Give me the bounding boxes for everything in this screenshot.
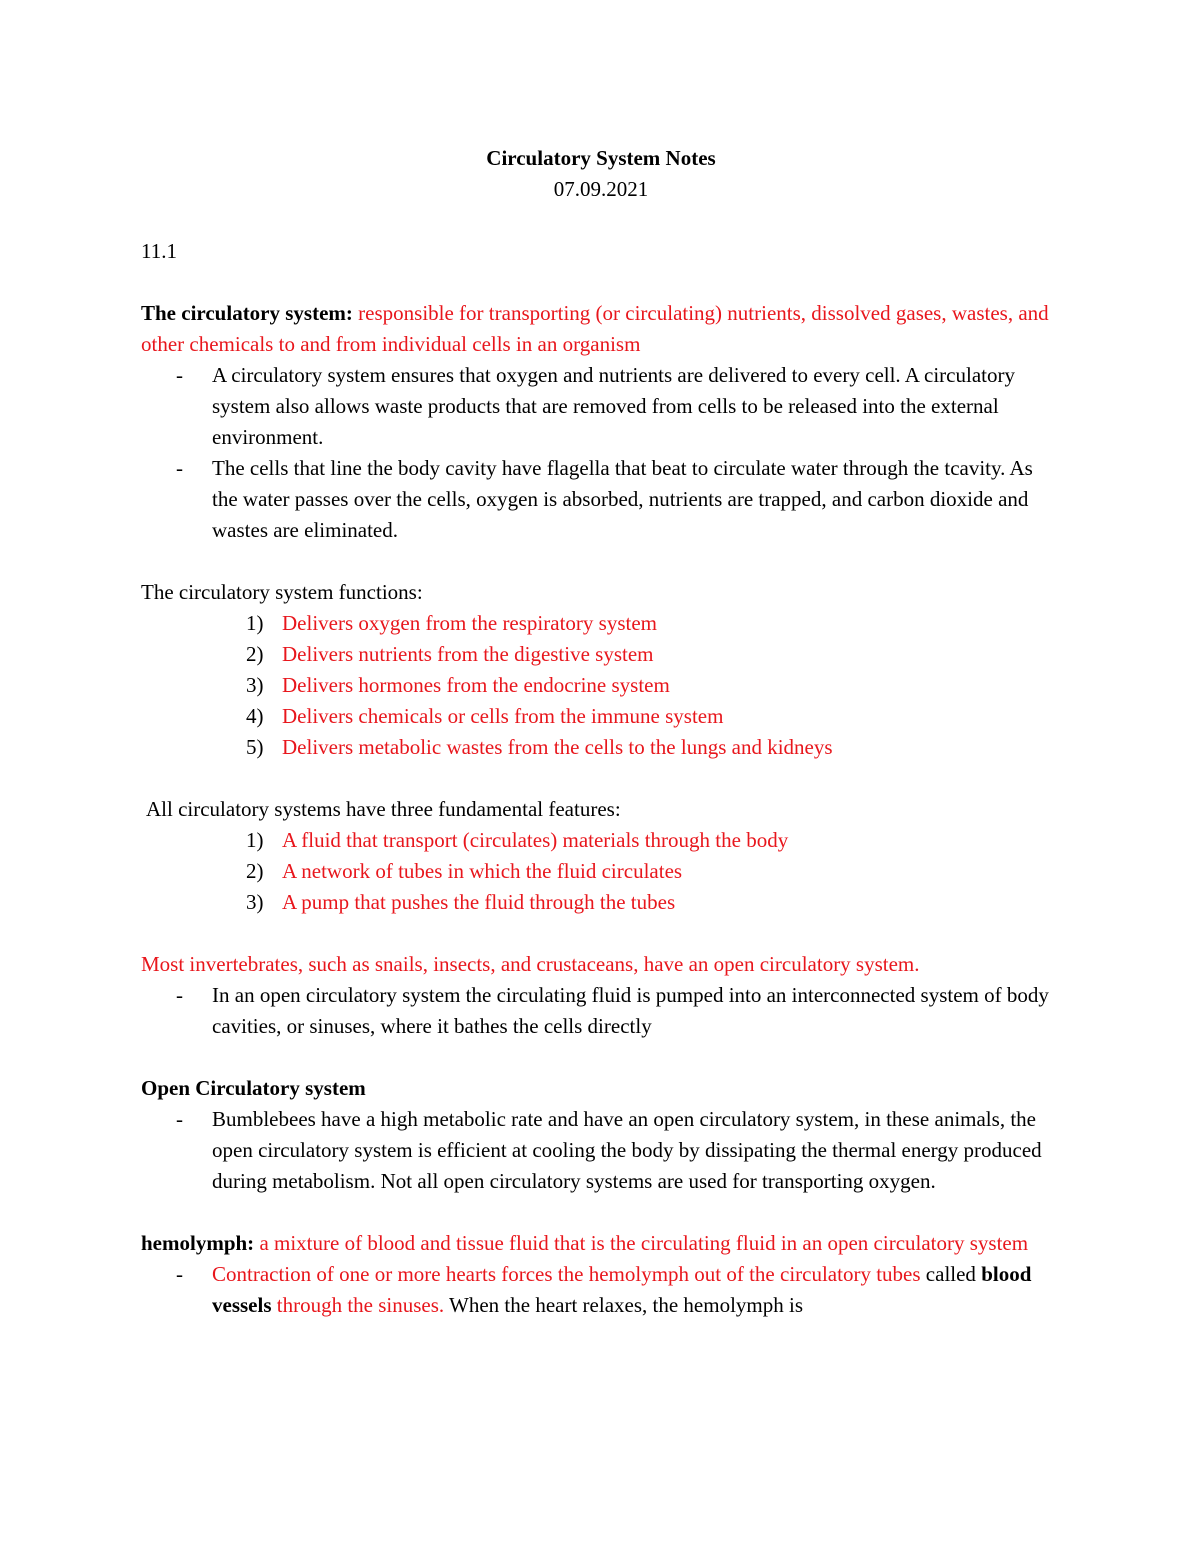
features-heading: All circulatory systems have three fundamental features: <box>146 797 621 821</box>
list-text: A pump that pushes the fluid through the tubes <box>282 890 676 914</box>
list-item <box>141 1104 1061 1197</box>
functions-list <box>141 608 1061 763</box>
section-number: 11.1 <box>141 239 177 263</box>
bullet-text: Bumblebees have a high metabolic rate and have an open circulatory system, in these animals, the open circulatory system is efficient at cooling the body by dissipating the thermal energy produced during metabolism. Not all open circulatory systems are used for transporting oxygen. <box>212 1107 1042 1193</box>
list-item <box>141 980 1061 1042</box>
circulatory-system-definition <box>141 298 1061 360</box>
list-item <box>141 670 1061 701</box>
bullet-text-part1: Contraction of one or more hearts forces the hemolymph out of the circulatory tubes <box>212 1262 921 1286</box>
list-number: 1) <box>246 828 264 852</box>
list-number: 3) <box>246 673 264 697</box>
list-item <box>141 732 1061 763</box>
bullet-text-part3: through the sinuses. <box>276 1293 445 1317</box>
dash-marker: - <box>176 1262 183 1286</box>
list-item <box>141 856 1061 887</box>
list-number: 4) <box>246 704 264 728</box>
dash-marker: - <box>176 456 183 480</box>
list-text: A fluid that transport (circulates) materials through the body <box>282 828 789 852</box>
definition-term: The circulatory system: <box>141 301 353 325</box>
list-item <box>141 360 1061 453</box>
bullet-text: The cells that line the body cavity have flagella that beat to circulate water through the tcavity. As the water passes over the cells, oxygen is absorbed, nutrients are trapped, and carbon dioxide and wastes are eliminated. <box>212 456 1033 542</box>
list-item <box>141 825 1061 856</box>
list-number: 1) <box>246 611 264 635</box>
list-number: 5) <box>246 735 264 759</box>
definition-bullets <box>141 360 1061 546</box>
list-item <box>141 1259 1061 1321</box>
document-page <box>141 143 1061 1321</box>
document-date: 07.09.2021 <box>553 177 649 201</box>
definition-text: a mixture of blood and tissue fluid that is the circulating fluid in an open circulatory system <box>259 1231 1029 1255</box>
list-item <box>141 608 1061 639</box>
dash-marker: - <box>176 1107 183 1131</box>
list-item <box>141 701 1061 732</box>
dash-marker: - <box>176 983 183 1007</box>
dash-marker: - <box>176 363 183 387</box>
open-system-heading: Open Circulatory system <box>141 1076 366 1100</box>
list-text: Delivers chemicals or cells from the immune system <box>282 704 724 728</box>
definition-term: hemolymph: <box>141 1231 255 1255</box>
list-item <box>141 639 1061 670</box>
document-title: Circulatory System Notes <box>486 146 716 170</box>
list-item <box>141 887 1061 918</box>
list-number: 2) <box>246 642 264 666</box>
blood-vessels-term: blood vessels <box>212 1262 1032 1317</box>
invertebrates-statement: Most invertebrates, such as snails, insects, and crustaceans, have an open circulatory system. <box>141 952 920 976</box>
list-text: Delivers oxygen from the respiratory system <box>282 611 657 635</box>
open-system-bullets <box>141 1104 1061 1197</box>
bullet-text: A circulatory system ensures that oxygen and nutrients are delivered to every cell. A circulatory system also allows waste products that are removed from cells to be released into the external environment. <box>212 363 1015 449</box>
bullet-text-part4: When the heart relaxes, the hemolymph is <box>449 1293 803 1317</box>
definition-text: responsible for transporting (or circulating) nutrients, dissolved gases, wastes, and other chemicals to and from individual cells in an organism <box>141 301 1049 356</box>
features-list <box>141 825 1061 918</box>
list-text: Delivers metabolic wastes from the cells to the lungs and kidneys <box>282 735 833 759</box>
list-text: A network of tubes in which the fluid circulates <box>282 859 683 883</box>
list-number: 2) <box>246 859 264 883</box>
hemolymph-bullets <box>141 1259 1061 1321</box>
list-item <box>141 453 1061 546</box>
list-number: 3) <box>246 890 264 914</box>
bullet-text-part2: called <box>925 1262 976 1286</box>
functions-heading: The circulatory system functions: <box>141 580 423 604</box>
hemolymph-definition <box>141 1228 1061 1259</box>
invertebrates-bullets <box>141 980 1061 1042</box>
bullet-text: In an open circulatory system the circulating fluid is pumped into an interconnected system of body cavities, or sinuses, where it bathes the cells directly <box>212 983 1049 1038</box>
list-text: Delivers nutrients from the digestive system <box>282 642 654 666</box>
list-text: Delivers hormones from the endocrine system <box>282 673 670 697</box>
